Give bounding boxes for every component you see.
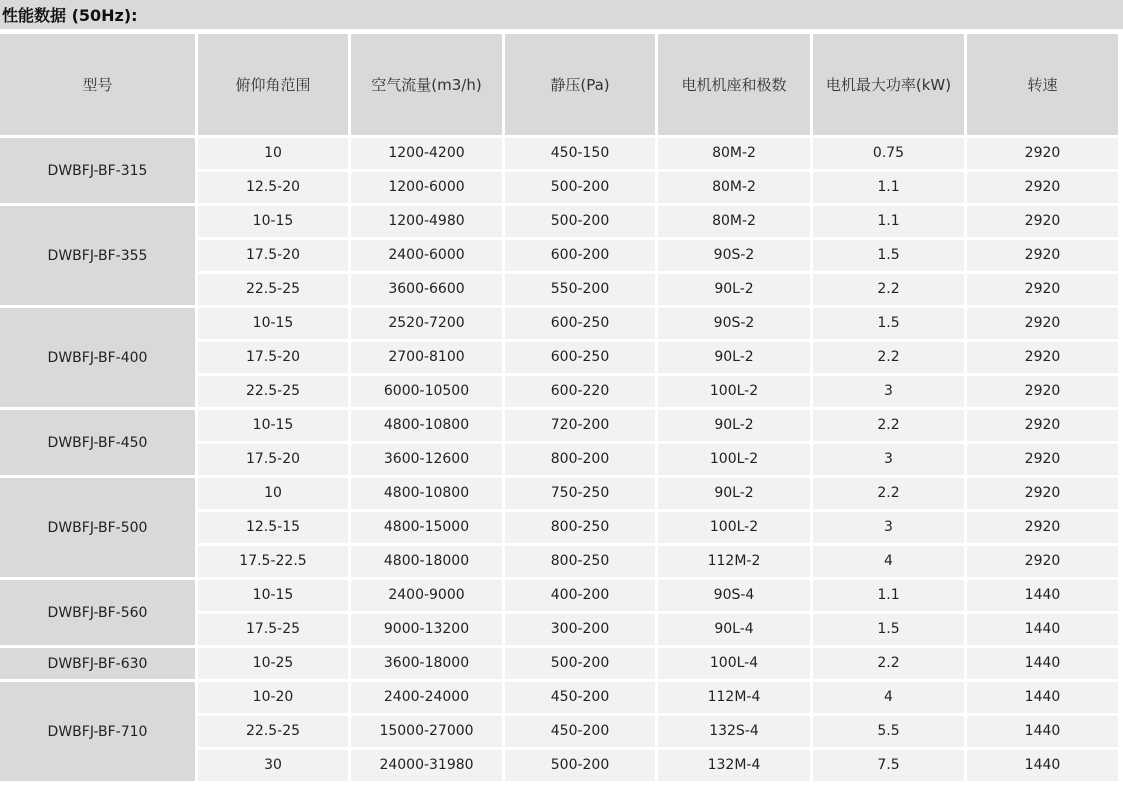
static-pressure-cell: 500-200: [505, 172, 655, 203]
page-title: 性能数据 (50Hz):: [2, 6, 138, 25]
static-pressure-cell: 600-220: [505, 376, 655, 407]
motor-frame-cell: 100L-4: [658, 648, 810, 679]
table-row: [0, 410, 1118, 441]
motor-frame-cell: 90L-4: [658, 614, 810, 645]
angle-range-cell: 10-15: [198, 410, 348, 441]
motor-power-cell: 0.75: [813, 138, 964, 169]
motor-frame-cell: 90L-2: [658, 342, 810, 373]
speed-cell: 2920: [967, 308, 1118, 339]
column-header-motor-power: 电机最大功率(kW): [813, 34, 964, 135]
airflow-cell: 4800-10800: [351, 478, 502, 509]
angle-range-cell: 10: [198, 138, 348, 169]
motor-frame-cell: 90S-4: [658, 580, 810, 611]
speed-cell: 2920: [967, 546, 1118, 577]
speed-cell: 1440: [967, 682, 1118, 713]
column-header-static-pressure: 静压(Pa): [505, 34, 655, 135]
angle-range-cell: 17.5-22.5: [198, 546, 348, 577]
airflow-cell: 1200-6000: [351, 172, 502, 203]
motor-frame-cell: 132S-4: [658, 716, 810, 747]
motor-frame-cell: 90S-2: [658, 240, 810, 271]
angle-range-cell: 30: [198, 750, 348, 781]
angle-range-cell: 10-25: [198, 648, 348, 679]
airflow-cell: 4800-15000: [351, 512, 502, 543]
motor-power-cell: 4: [813, 546, 964, 577]
motor-frame-cell: 100L-2: [658, 512, 810, 543]
motor-frame-cell: 100L-2: [658, 444, 810, 475]
angle-range-cell: 17.5-20: [198, 444, 348, 475]
speed-cell: 1440: [967, 648, 1118, 679]
model-cell: DWBFJ-BF-500: [0, 478, 195, 577]
speed-cell: 1440: [967, 716, 1118, 747]
static-pressure-cell: 450-200: [505, 682, 655, 713]
static-pressure-cell: 500-200: [505, 648, 655, 679]
static-pressure-cell: 300-200: [505, 614, 655, 645]
motor-power-cell: 3: [813, 512, 964, 543]
performance-table: [0, 31, 1121, 784]
static-pressure-cell: 500-200: [505, 750, 655, 781]
speed-cell: 2920: [967, 206, 1118, 237]
motor-power-cell: 2.2: [813, 342, 964, 373]
motor-power-cell: 1.1: [813, 580, 964, 611]
airflow-cell: 4800-10800: [351, 410, 502, 441]
motor-frame-cell: 80M-2: [658, 206, 810, 237]
angle-range-cell: 17.5-20: [198, 342, 348, 373]
motor-power-cell: 2.2: [813, 274, 964, 305]
motor-frame-cell: 112M-2: [658, 546, 810, 577]
model-cell: DWBFJ-BF-355: [0, 206, 195, 305]
column-header-model: 型号: [0, 34, 195, 135]
angle-range-cell: 10-20: [198, 682, 348, 713]
motor-power-cell: 4: [813, 682, 964, 713]
motor-power-cell: 2.2: [813, 648, 964, 679]
speed-cell: 2920: [967, 138, 1118, 169]
static-pressure-cell: 500-200: [505, 206, 655, 237]
table-row: [0, 308, 1118, 339]
angle-range-cell: 12.5-20: [198, 172, 348, 203]
motor-power-cell: 1.5: [813, 308, 964, 339]
motor-frame-cell: 90L-2: [658, 410, 810, 441]
airflow-cell: 2520-7200: [351, 308, 502, 339]
angle-range-cell: 17.5-25: [198, 614, 348, 645]
airflow-cell: 24000-31980: [351, 750, 502, 781]
airflow-cell: 2700-8100: [351, 342, 502, 373]
table-body: [0, 138, 1118, 781]
column-header-airflow: 空气流量(m3/h): [351, 34, 502, 135]
airflow-cell: 3600-12600: [351, 444, 502, 475]
model-cell: DWBFJ-BF-450: [0, 410, 195, 475]
speed-cell: 1440: [967, 614, 1118, 645]
motor-frame-cell: 90L-2: [658, 478, 810, 509]
static-pressure-cell: 600-250: [505, 308, 655, 339]
angle-range-cell: 10-15: [198, 206, 348, 237]
column-header-speed: 转速: [967, 34, 1118, 135]
motor-frame-cell: 90L-2: [658, 274, 810, 305]
angle-range-cell: 22.5-25: [198, 716, 348, 747]
motor-power-cell: 7.5: [813, 750, 964, 781]
table-row: [0, 206, 1118, 237]
static-pressure-cell: 550-200: [505, 274, 655, 305]
airflow-cell: 15000-27000: [351, 716, 502, 747]
airflow-cell: 9000-13200: [351, 614, 502, 645]
angle-range-cell: 10-15: [198, 580, 348, 611]
motor-frame-cell: 80M-2: [658, 138, 810, 169]
speed-cell: 1440: [967, 580, 1118, 611]
static-pressure-cell: 750-250: [505, 478, 655, 509]
model-cell: DWBFJ-BF-560: [0, 580, 195, 645]
motor-power-cell: 1.5: [813, 614, 964, 645]
static-pressure-cell: 720-200: [505, 410, 655, 441]
speed-cell: 2920: [967, 376, 1118, 407]
static-pressure-cell: 450-200: [505, 716, 655, 747]
motor-power-cell: 2.2: [813, 478, 964, 509]
angle-range-cell: 12.5-15: [198, 512, 348, 543]
speed-cell: 2920: [967, 342, 1118, 373]
static-pressure-cell: 800-250: [505, 546, 655, 577]
speed-cell: 2920: [967, 274, 1118, 305]
table-row: [0, 648, 1118, 679]
motor-power-cell: 2.2: [813, 410, 964, 441]
motor-frame-cell: 112M-4: [658, 682, 810, 713]
airflow-cell: 3600-18000: [351, 648, 502, 679]
model-cell: DWBFJ-BF-630: [0, 648, 195, 679]
airflow-cell: 4800-18000: [351, 546, 502, 577]
model-cell: DWBFJ-BF-400: [0, 308, 195, 407]
motor-power-cell: 1.5: [813, 240, 964, 271]
motor-power-cell: 5.5: [813, 716, 964, 747]
speed-cell: 2920: [967, 240, 1118, 271]
static-pressure-cell: 600-200: [505, 240, 655, 271]
airflow-cell: 2400-24000: [351, 682, 502, 713]
static-pressure-cell: 800-200: [505, 444, 655, 475]
angle-range-cell: 22.5-25: [198, 376, 348, 407]
airflow-cell: 2400-9000: [351, 580, 502, 611]
static-pressure-cell: 450-150: [505, 138, 655, 169]
table-row: [0, 478, 1118, 509]
angle-range-cell: 10: [198, 478, 348, 509]
table-row: [0, 138, 1118, 169]
motor-power-cell: 3: [813, 444, 964, 475]
title-bar: [0, 0, 1123, 29]
motor-frame-cell: 100L-2: [658, 376, 810, 407]
airflow-cell: 2400-6000: [351, 240, 502, 271]
speed-cell: 2920: [967, 512, 1118, 543]
motor-frame-cell: 90S-2: [658, 308, 810, 339]
motor-power-cell: 3: [813, 376, 964, 407]
model-cell: DWBFJ-BF-315: [0, 138, 195, 203]
static-pressure-cell: 600-250: [505, 342, 655, 373]
static-pressure-cell: 400-200: [505, 580, 655, 611]
motor-power-cell: 1.1: [813, 206, 964, 237]
angle-range-cell: 10-15: [198, 308, 348, 339]
airflow-cell: 3600-6600: [351, 274, 502, 305]
angle-range-cell: 22.5-25: [198, 274, 348, 305]
table-row: [0, 580, 1118, 611]
model-cell: DWBFJ-BF-710: [0, 682, 195, 781]
angle-range-cell: 17.5-20: [198, 240, 348, 271]
static-pressure-cell: 800-250: [505, 512, 655, 543]
speed-cell: 2920: [967, 172, 1118, 203]
speed-cell: 2920: [967, 478, 1118, 509]
header-row: [0, 34, 1118, 135]
column-header-motor-frame: 电机机座和极数: [658, 34, 810, 135]
motor-power-cell: 1.1: [813, 172, 964, 203]
motor-frame-cell: 132M-4: [658, 750, 810, 781]
table-row: [0, 682, 1118, 713]
motor-frame-cell: 80M-2: [658, 172, 810, 203]
airflow-cell: 1200-4980: [351, 206, 502, 237]
speed-cell: 2920: [967, 444, 1118, 475]
airflow-cell: 1200-4200: [351, 138, 502, 169]
speed-cell: 1440: [967, 750, 1118, 781]
column-header-angle-range: 俯仰角范围: [198, 34, 348, 135]
speed-cell: 2920: [967, 410, 1118, 441]
airflow-cell: 6000-10500: [351, 376, 502, 407]
